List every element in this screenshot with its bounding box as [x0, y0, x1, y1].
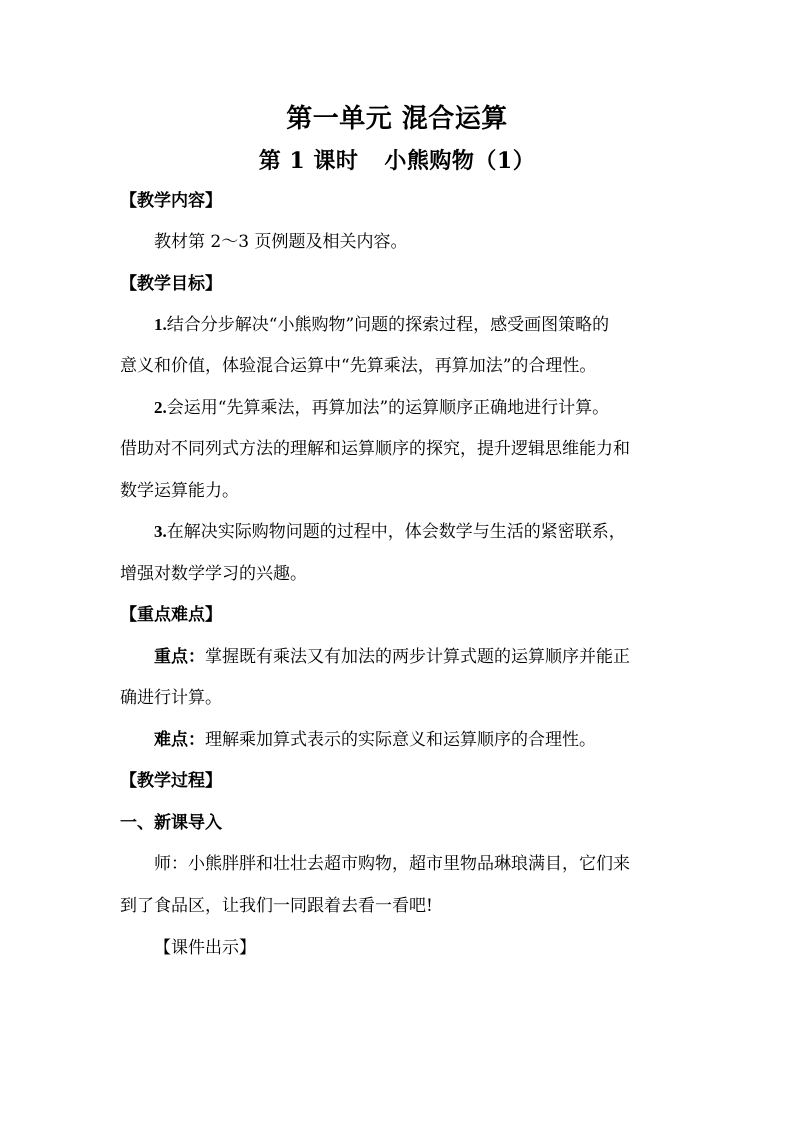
goal-3-number: 3.	[154, 522, 167, 541]
goal-1-line-1	[154, 313, 609, 337]
key-point-label: 重点：	[154, 647, 205, 667]
lesson-number: 第 1 课时	[258, 148, 359, 174]
unit-title: 第一单元 混合运算	[286, 104, 508, 134]
key-point-text: 掌握既有乘法又有加法的两步计算式题的运算顺序并能正	[205, 647, 630, 667]
goal-2-line-2: 借助对不同列式方法的理解和运算顺序的探究，提升逻辑思维能力和	[120, 439, 630, 459]
goal-2-text: 会运用“先算乘法，再算加法”的运算顺序正确地进行计算。	[166, 398, 610, 418]
goal-3-line-1	[154, 520, 626, 544]
goal-1-number: 1.	[154, 315, 167, 334]
difficult-point-label: 难点：	[154, 730, 205, 750]
teacher-speech-line-2: 到了食品区，让我们一同跟着去看一看吧!	[120, 896, 433, 916]
goal-3-line-2: 增强对数学学习的兴趣。	[120, 564, 307, 584]
lesson-name: 小熊购物（1）	[384, 148, 536, 174]
lesson-title	[0, 145, 794, 177]
goal-1-line-2: 意义和价值，体验混合运算中“先算乘法，再算加法”的合理性。	[120, 356, 597, 376]
key-point-line-2: 确进行计算。	[120, 688, 222, 708]
teaching-content-heading: 【教学内容】	[120, 191, 222, 211]
goal-2-line-1	[154, 396, 609, 420]
goal-2-number: 2.	[154, 398, 167, 417]
goal-2-line-3: 数学运算能力。	[120, 481, 239, 501]
key-points-heading: 【重点难点】	[120, 605, 222, 625]
teaching-goals-heading: 【教学目标】	[120, 274, 222, 294]
goal-1-text: 结合分步解决“小熊购物”问题的探索过程，感受画图策略的	[166, 315, 610, 335]
teaching-content-text: 教材第 2～3 页例题及相关内容。	[154, 232, 408, 252]
teacher-speech-line-1: 师：小熊胖胖和壮壮去超市购物，超市里物品琳琅满目，它们来	[154, 854, 630, 874]
goal-3-text: 在解决实际购物问题的过程中，体会数学与生活的紧密联系，	[166, 522, 626, 542]
key-point-line-1	[154, 645, 630, 669]
section-new-lesson-intro: 一、新课导入	[120, 813, 222, 833]
teaching-process-heading: 【教学过程】	[120, 771, 222, 791]
difficult-point-text: 理解乘加算式表示的实际意义和运算顺序的合理性。	[205, 730, 596, 750]
courseware-label: 【课件出示】	[154, 938, 256, 958]
difficult-point-line	[154, 728, 596, 752]
